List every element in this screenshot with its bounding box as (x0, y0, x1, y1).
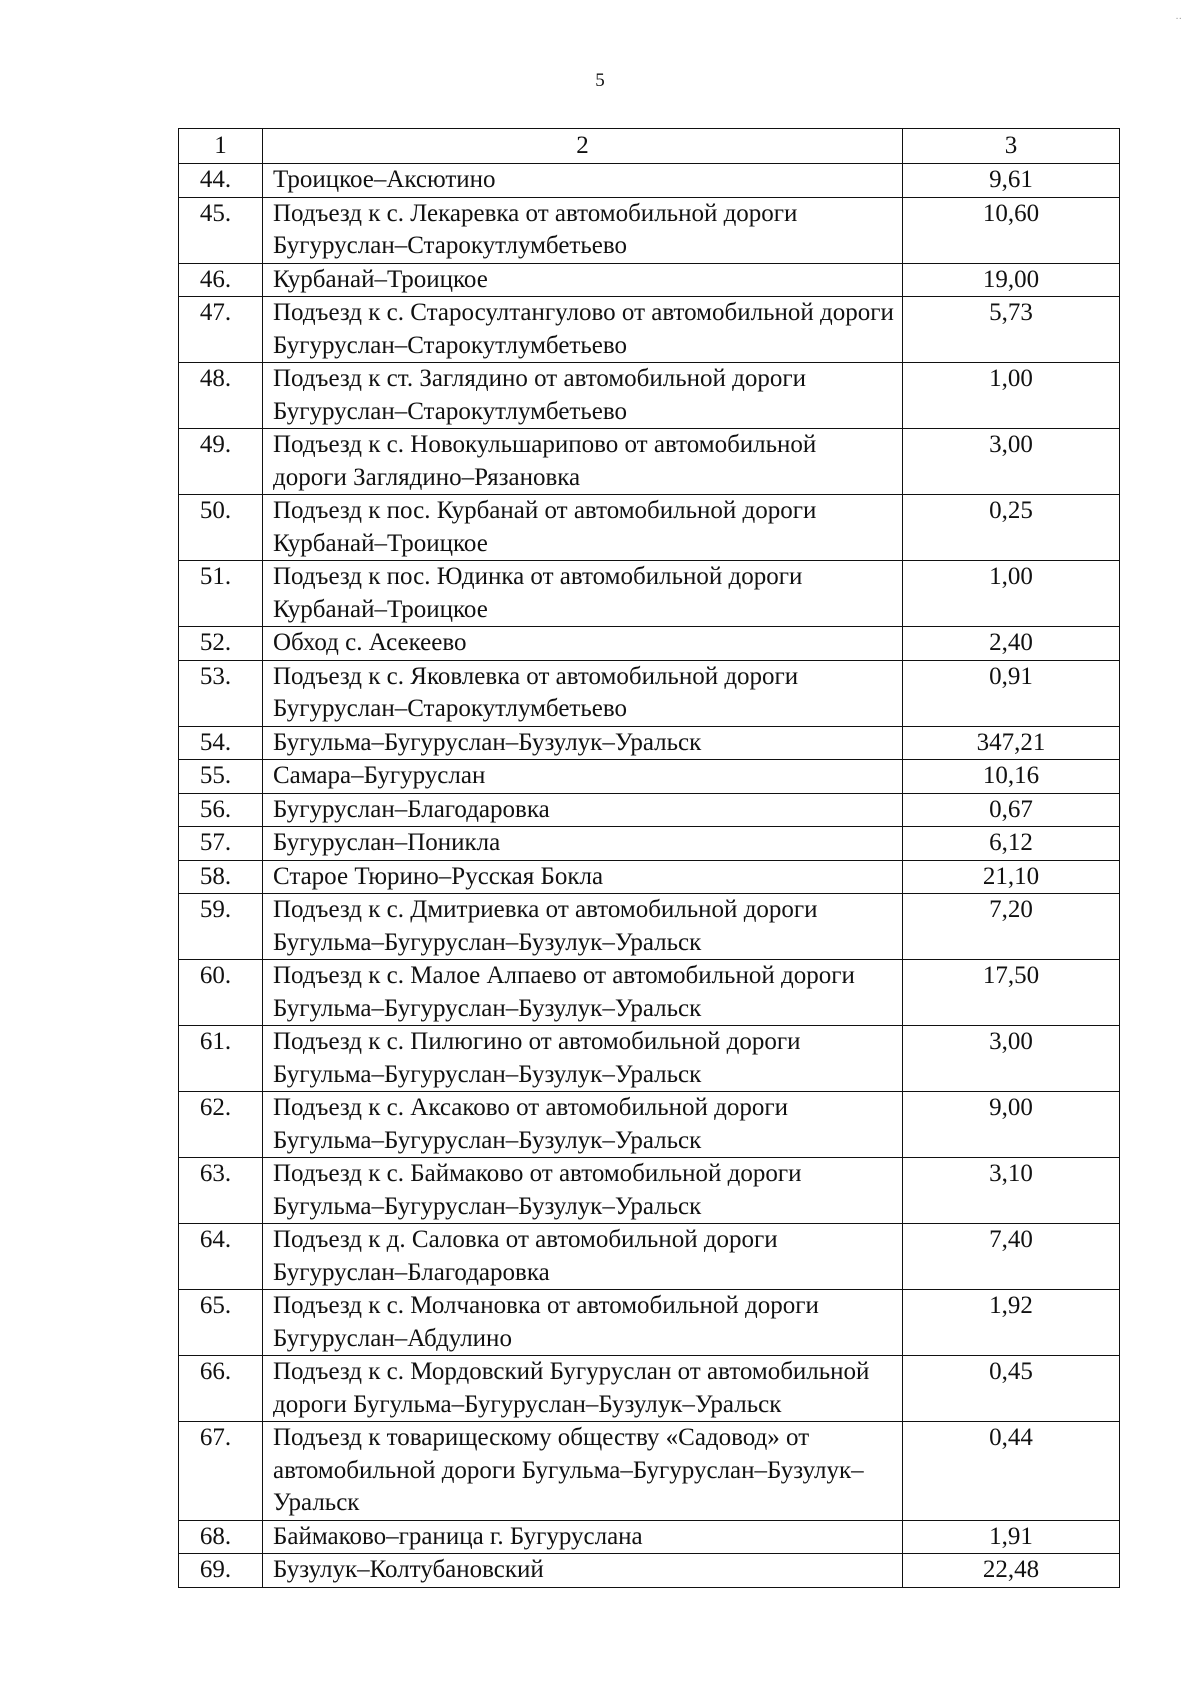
page-number: 5 (595, 70, 605, 91)
row-number: 52. (179, 627, 263, 661)
road-length: 0,45 (903, 1356, 1120, 1422)
table-row (179, 860, 1120, 894)
row-number: 53. (179, 660, 263, 726)
table-row (179, 1158, 1120, 1224)
table-row (179, 561, 1120, 627)
header-cell-col1: 1 (179, 129, 263, 164)
road-length: 0,67 (903, 793, 1120, 827)
table-body (179, 164, 1120, 1588)
road-length: 3,10 (903, 1158, 1120, 1224)
table-row (179, 726, 1120, 760)
table-row (179, 793, 1120, 827)
row-number: 51. (179, 561, 263, 627)
road-length: 10,60 (903, 197, 1120, 263)
row-number: 69. (179, 1554, 263, 1588)
road-length: 3,00 (903, 429, 1120, 495)
row-number: 50. (179, 495, 263, 561)
road-name: Подъезд к д. Саловка от автомобильной дороги Бугуруслан–Благодаровка (263, 1224, 903, 1290)
table-row (179, 960, 1120, 1026)
road-name: Подъезд к с. Яковлевка от автомобильной дороги Бугуруслан–Старокутлумбетьево (263, 660, 903, 726)
road-name: Подъезд к с. Молчановка от автомобильной дороги Бугуруслан–Абдулино (263, 1290, 903, 1356)
table-row (179, 1026, 1120, 1092)
table-row (179, 760, 1120, 794)
table-row (179, 197, 1120, 263)
row-number: 45. (179, 197, 263, 263)
header-cell-col3: 3 (903, 129, 1120, 164)
row-number: 44. (179, 164, 263, 198)
road-name: Бугульма–Бугуруслан–Бузулук–Уральск (263, 726, 903, 760)
road-name: Самара–Бугуруслан (263, 760, 903, 794)
table-row (179, 164, 1120, 198)
table-row (179, 660, 1120, 726)
road-name: Подъезд к с. Новокульшарипово от автомобильной дороги Заглядино–Рязановка (263, 429, 903, 495)
road-length: 9,61 (903, 164, 1120, 198)
road-name: Подъезд к с. Дмитриевка от автомобильной дороги Бугульма–Бугуруслан–Бузулук–Уральск (263, 894, 903, 960)
road-name: Бугуруслан–Поникла (263, 827, 903, 861)
table-row (179, 297, 1120, 363)
road-name: Подъезд к ст. Заглядино от автомобильной дороги Бугуруслан–Старокутлумбетьево (263, 363, 903, 429)
road-length: 21,10 (903, 860, 1120, 894)
row-number: 57. (179, 827, 263, 861)
row-number: 60. (179, 960, 263, 1026)
road-length: 3,00 (903, 1026, 1120, 1092)
road-length: 6,12 (903, 827, 1120, 861)
road-name: Подъезд к с. Малое Алпаево от автомобильной дороги Бугульма–Бугуруслан–Бузулук–Уральск (263, 960, 903, 1026)
table-row (179, 1092, 1120, 1158)
road-length: 0,91 (903, 660, 1120, 726)
table-row (179, 1554, 1120, 1588)
road-length: 5,73 (903, 297, 1120, 363)
row-number: 63. (179, 1158, 263, 1224)
table-row (179, 827, 1120, 861)
road-length: 2,40 (903, 627, 1120, 661)
table-row (179, 429, 1120, 495)
road-name: Обход с. Асекеево (263, 627, 903, 661)
table-row (179, 495, 1120, 561)
road-name: Бугуруслан–Благодаровка (263, 793, 903, 827)
road-name: Подъезд к с. Мордовский Бугуруслан от автомобильной дороги Бугульма–Бугуруслан–Бузулук–Уральск (263, 1356, 903, 1422)
road-name: Подъезд к пос. Курбанай от автомобильной дороги Курбанай–Троицкое (263, 495, 903, 561)
row-number: 49. (179, 429, 263, 495)
road-name: Старое Тюрино–Русская Бокла (263, 860, 903, 894)
row-number: 62. (179, 1092, 263, 1158)
road-length: 0,44 (903, 1422, 1120, 1521)
road-name: Баймаково–граница г. Бугуруслана (263, 1520, 903, 1554)
road-length: 1,92 (903, 1290, 1120, 1356)
row-number: 59. (179, 894, 263, 960)
corner-mark: ·· (1175, 14, 1182, 25)
table-header (179, 129, 1120, 164)
road-length: 1,00 (903, 561, 1120, 627)
table-row (179, 627, 1120, 661)
road-name: Подъезд к с. Пилюгино от автомобильной дороги Бугульма–Бугуруслан–Бузулук–Уральск (263, 1026, 903, 1092)
road-name: Курбанай–Троицкое (263, 263, 903, 297)
row-number: 67. (179, 1422, 263, 1521)
row-number: 66. (179, 1356, 263, 1422)
roads-table (178, 128, 1120, 1588)
road-name: Подъезд к с. Старосултангулово от автомобильной дороги Бугуруслан–Старокутлумбетьево (263, 297, 903, 363)
road-length: 9,00 (903, 1092, 1120, 1158)
road-length: 7,40 (903, 1224, 1120, 1290)
row-number: 48. (179, 363, 263, 429)
row-number: 65. (179, 1290, 263, 1356)
row-number: 58. (179, 860, 263, 894)
road-length: 0,25 (903, 495, 1120, 561)
road-name: Подъезд к товарищескому обществу «Садовод» от автомобильной дороги Бугульма–Бугуруслан–Бузулук–Уральск (263, 1422, 903, 1521)
header-cell-col2: 2 (263, 129, 903, 164)
row-number: 64. (179, 1224, 263, 1290)
road-length: 1,00 (903, 363, 1120, 429)
road-name: Троицкое–Аксютино (263, 164, 903, 198)
row-number: 61. (179, 1026, 263, 1092)
row-number: 47. (179, 297, 263, 363)
road-name: Подъезд к пос. Юдинка от автомобильной дороги Курбанай–Троицкое (263, 561, 903, 627)
road-name: Подъезд к с. Лекаревка от автомобильной дороги Бугуруслан–Старокутлумбетьево (263, 197, 903, 263)
road-length: 10,16 (903, 760, 1120, 794)
row-number: 56. (179, 793, 263, 827)
table-row (179, 1290, 1120, 1356)
road-name: Бузулук–Колтубановский (263, 1554, 903, 1588)
table-row (179, 263, 1120, 297)
road-name: Подъезд к с. Аксаково от автомобильной дороги Бугульма–Бугуруслан–Бузулук–Уральск (263, 1092, 903, 1158)
table-row (179, 1520, 1120, 1554)
road-length: 19,00 (903, 263, 1120, 297)
road-length: 7,20 (903, 894, 1120, 960)
table-row (179, 1224, 1120, 1290)
table-header-row (179, 129, 1120, 164)
row-number: 68. (179, 1520, 263, 1554)
row-number: 54. (179, 726, 263, 760)
table-row (179, 894, 1120, 960)
road-length: 17,50 (903, 960, 1120, 1026)
table-row (179, 363, 1120, 429)
road-name: Подъезд к с. Баймаково от автомобильной дороги Бугульма–Бугуруслан–Бузулук–Уральск (263, 1158, 903, 1224)
table-row (179, 1422, 1120, 1521)
row-number: 46. (179, 263, 263, 297)
table-row (179, 1356, 1120, 1422)
row-number: 55. (179, 760, 263, 794)
road-length: 347,21 (903, 726, 1120, 760)
road-length: 1,91 (903, 1520, 1120, 1554)
road-length: 22,48 (903, 1554, 1120, 1588)
